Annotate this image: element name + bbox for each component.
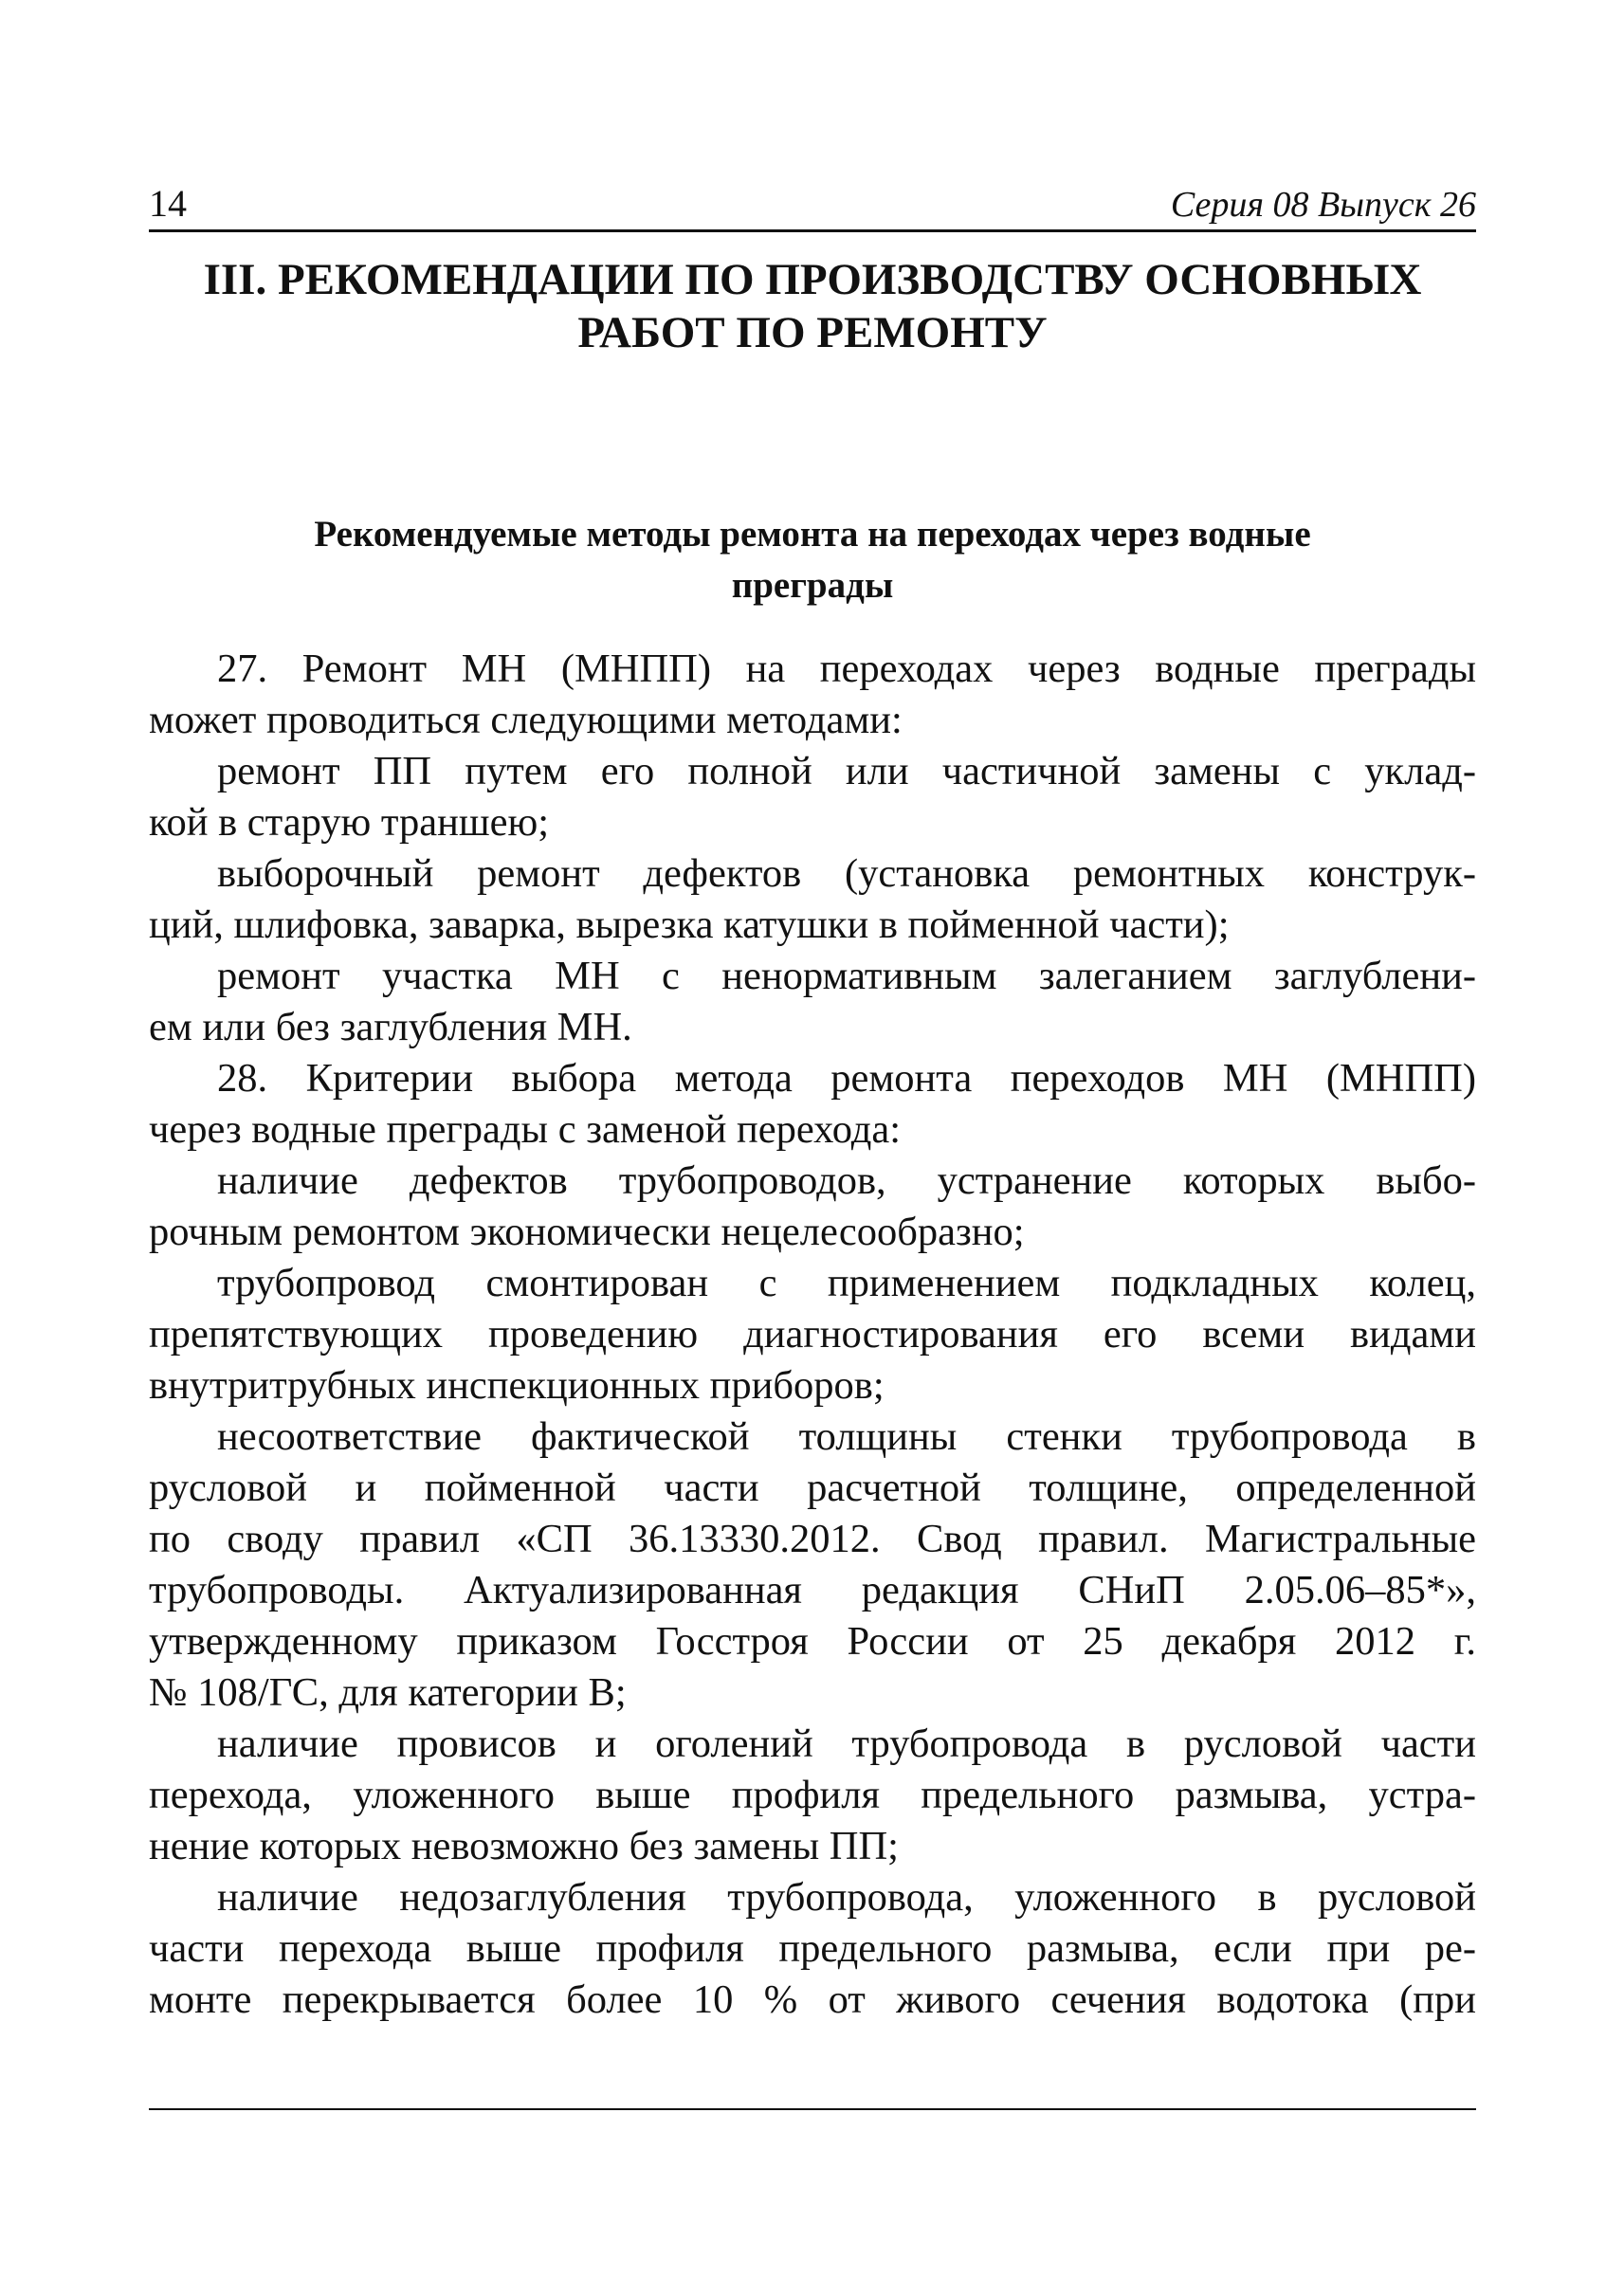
running-head bbox=[149, 180, 1476, 232]
paragraph-line: кой в старую траншею; bbox=[149, 800, 550, 845]
series-label: Серия 08 Выпуск 26 bbox=[1170, 185, 1476, 225]
paragraph-line: рочным ремонтом экономически нецелесообразно; bbox=[149, 1210, 1025, 1254]
paragraph bbox=[149, 1872, 1476, 2026]
paragraph-line: несоответствие фактической толщины стенки трубопровода в bbox=[217, 1414, 1476, 1459]
paragraph-line: препятствующих проведению диагностирования его всеми видами bbox=[149, 1312, 1476, 1357]
paragraph-line: внутритрубных инспекционных приборов; bbox=[149, 1363, 885, 1408]
subsection-title-line: преграды bbox=[731, 565, 894, 606]
paragraph-line: трубопроводы. Актуализированная редакция СНиП 2.05.06–85*», bbox=[149, 1568, 1476, 1612]
paragraph-line: может проводиться следующими методами: bbox=[149, 698, 903, 742]
page-number: 14 bbox=[149, 182, 187, 225]
section-title-line: РАБОТ ПО РЕМОНТУ bbox=[577, 308, 1048, 357]
footer-rule bbox=[149, 2108, 1476, 2110]
paragraph-line: наличие дефектов трубопроводов, устранение которых выбо- bbox=[217, 1158, 1476, 1203]
paragraph-line: нение которых невозможно без замены ПП; bbox=[149, 1824, 899, 1868]
paragraph-line: монте перекрывается более 10 % от живого сечения водотока (при bbox=[149, 1977, 1476, 2022]
paragraph-line: выборочный ремонт дефектов (установка ремонтных конструк- bbox=[217, 851, 1476, 896]
section-title-line: III. РЕКОМЕНДАЦИИ ПО ПРОИЗВОДСТВУ ОСНОВНЫХ bbox=[203, 255, 1422, 304]
section-title bbox=[149, 253, 1476, 359]
paragraph bbox=[149, 1258, 1476, 1412]
subsection-title-line: Рекомендуемые методы ремонта на переходах через водные bbox=[314, 514, 1311, 555]
paragraph-line: наличие провисов и оголений трубопровода в русловой части bbox=[217, 1721, 1476, 1766]
paragraph bbox=[149, 1412, 1476, 1719]
paragraph-line: № 108/ГС, для категории В; bbox=[149, 1670, 627, 1715]
paragraph-line: части перехода выше профиля предельного размыва, если при ре- bbox=[149, 1926, 1476, 1971]
paragraph bbox=[149, 1719, 1476, 1872]
paragraph-line: трубопровод смонтирован с применением подкладных колец, bbox=[217, 1261, 1476, 1305]
paragraph-line: ций, шлифовка, заварка, вырезка катушки в пойменной части); bbox=[149, 902, 1230, 947]
paragraph bbox=[149, 848, 1476, 951]
subsection-title bbox=[149, 509, 1476, 611]
paragraph-line: 28. Критерии выбора метода ремонта переходов МН (МНПП) bbox=[217, 1056, 1476, 1101]
paragraph-line: наличие недозаглубления трубопровода, уложенного в русловой bbox=[217, 1875, 1476, 1920]
paragraph-line: утвержденному приказом Госстроя России от 25 декабря 2012 г. bbox=[149, 1619, 1476, 1664]
paragraph bbox=[149, 951, 1476, 1053]
paragraph bbox=[149, 746, 1476, 848]
paragraph bbox=[149, 1053, 1476, 1156]
paragraph-line: ремонт ПП путем его полной или частичной замены с уклад- bbox=[217, 749, 1476, 793]
paragraph bbox=[149, 1156, 1476, 1258]
paragraph-line: перехода, уложенного выше профиля предельного размыва, устра- bbox=[149, 1773, 1476, 1817]
paragraph-line: ем или без заглубления МН. bbox=[149, 1005, 632, 1049]
paragraph-line: русловой и пойменной части расчетной толщине, определенной bbox=[149, 1466, 1476, 1510]
body-text bbox=[149, 644, 1476, 2026]
paragraph-line: через водные преграды с заменой перехода: bbox=[149, 1107, 902, 1152]
paragraph bbox=[149, 644, 1476, 746]
document-page bbox=[149, 180, 1476, 2026]
paragraph-line: по своду правил «СП 36.13330.2012. Свод правил. Магистральные bbox=[149, 1517, 1476, 1561]
paragraph-line: 27. Ремонт МН (МНПП) на переходах через водные преграды bbox=[217, 647, 1476, 691]
paragraph-line: ремонт участка МН с ненормативным залеганием заглублени- bbox=[217, 954, 1476, 998]
